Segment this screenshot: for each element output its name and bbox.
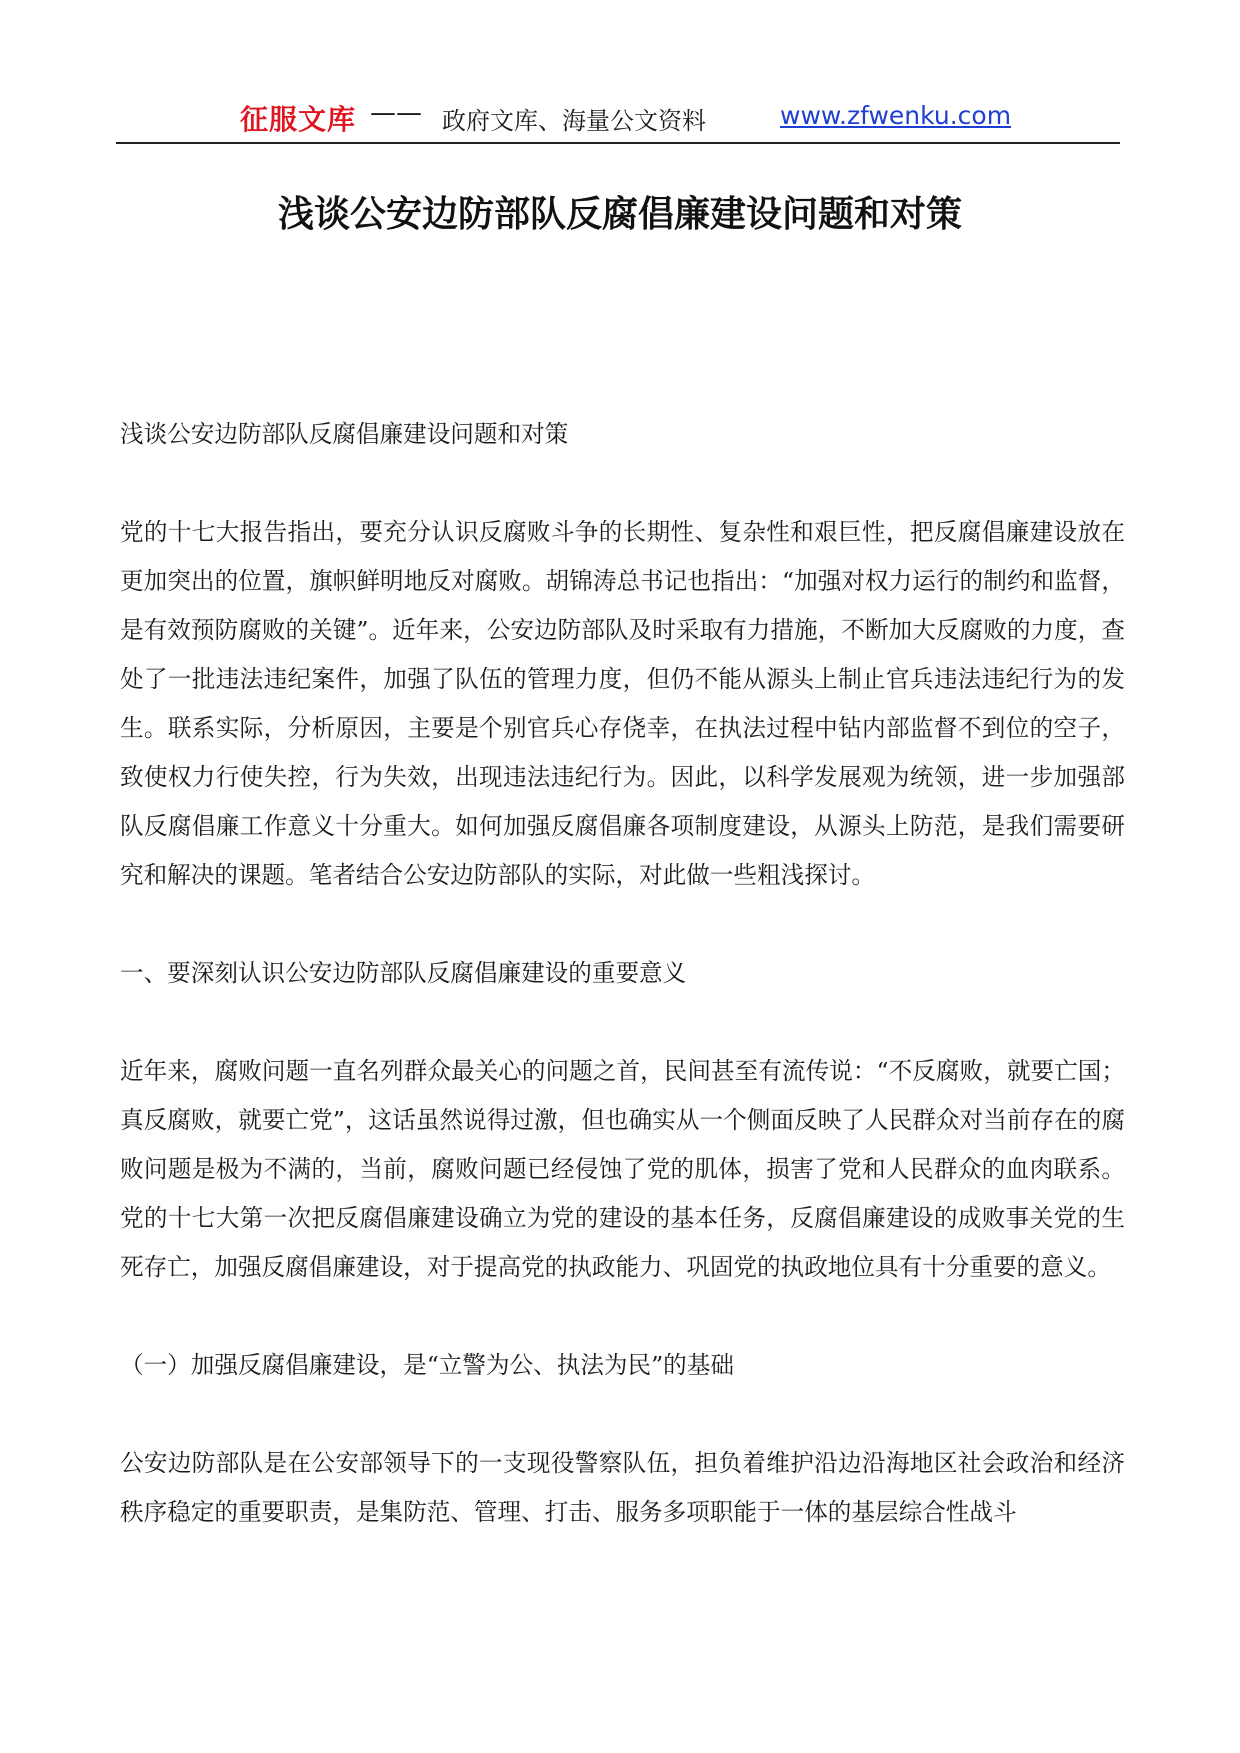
paragraph-subsection-1: 公安边防部队是在公安部领导下的一支现役警察队伍，担负着维护沿边沿海地区社会政治和经济秩序稳定的重要职责，是集防范、管理、打击、服务多项职能于一体的基层综合性战斗 [120,1449,1125,1526]
paragraph-section-1: 近年来，腐败问题一直名列群众最关心的问题之首，民间甚至有流传说：“不反腐败，就要亡国；真反腐败，就要亡党”，这话虽然说得过激，但也确实从一个侧面反映了人民群众对当前存在的腐败问题是极为不满的，当前，腐败问题已经侵蚀了党的肌体，损害了党和人民群众的血肉联系。党的十七大第一次把反腐倡廉建设确立为党的建设的基本任务，反腐倡廉建设的成败事关党的生死存亡，加强反腐倡廉建设，对于提高党的执政能力、巩固党的执政地位具有十分重要的意义。 [120,1057,1125,1281]
header-tagline: 政府文库、海量公文资料 [442,107,706,135]
document-title: 浅谈公安边防部队反腐倡廉建设问题和对策 [277,194,962,235]
section-heading-1: 一、要深刻认识公安边防部队反腐倡廉建设的重要意义 [120,959,687,987]
document-body [120,410,1125,1586]
subsection-heading-1: （一）加强反腐倡廉建设，是“立警为公、执法为民”的基础 [120,1351,734,1379]
site-url-link[interactable]: www.zfwenku.com [780,101,1012,130]
page-header [116,92,1120,144]
brand-logo-text: 征服文库 [240,103,357,136]
body-subtitle: 浅谈公安边防部队反腐倡廉建设问题和对策 [120,420,569,448]
header-separator: —— [370,98,422,128]
paragraph-intro: 党的十七大报告指出，要充分认识反腐败斗争的长期性、复杂性和艰巨性，把反腐倡廉建设放在更加突出的位置，旗帜鲜明地反对腐败。胡锦涛总书记也指出：“加强对权力运行的制约和监督，是有效预防腐败的关键”。近年来，公安边防部队及时采取有力措施，不断加大反腐败的力度，查处了一批违法违纪案件，加强了队伍的管理力度，但仍不能从源头上制止官兵违法违纪行为的发生。联系实际，分析原因，主要是个别官兵心存侥幸，在执法过程中钻内部监督不到位的空子，致使权力行使失控，行为失效，出现违法违纪行为。因此，以科学发展观为统领，进一步加强部队反腐倡廉工作意义十分重大。如何加强反腐倡廉各项制度建设，从源头上防范，是我们需要研究和解决的课题。笔者结合公安边防部队的实际，对此做一些粗浅探讨。 [120,518,1125,889]
